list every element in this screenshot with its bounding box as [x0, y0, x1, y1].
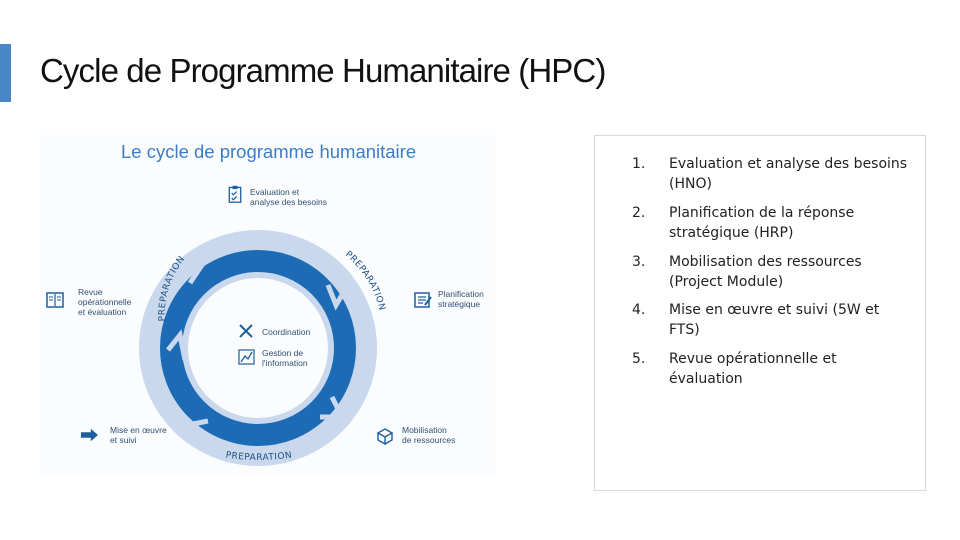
planning-document-icon: [414, 291, 432, 309]
list-item-number: 5.: [632, 351, 646, 367]
information-management-label: Gestion de l'information: [262, 348, 308, 368]
coordination-label: Coordination: [262, 327, 311, 337]
list-item-text: Revue opérationnelle et évaluation: [669, 351, 837, 387]
list-item-text: Mobilisation des ressources (Project Module): [669, 254, 862, 290]
clipboard-checklist-icon: [226, 185, 244, 203]
step-mobilisation-label: Mobilisation de ressources: [402, 425, 456, 445]
list-item-text: Mise en œuvre et suivi (5W et FTS): [669, 302, 880, 338]
list-item-number: 4.: [632, 302, 646, 318]
arrow-right-icon: [80, 426, 98, 444]
list-item-number: 1.: [632, 156, 646, 172]
title-accent-bar: [0, 44, 11, 102]
preparation-label-top: PREPARATION: [157, 254, 188, 322]
list-item-text: Planification de la réponse stratégique (HRP): [669, 205, 855, 241]
slide-title: Cycle de Programme Humanitaire (HPC): [40, 52, 606, 89]
step-review-label: Revue opérationnelle et évaluation: [78, 287, 132, 317]
list-item-text: Evaluation et analyse des besoins (HNO): [669, 156, 908, 192]
steps-list-panel: [594, 135, 926, 491]
hpc-cycle-figure: [40, 135, 495, 475]
step-evaluation-label: Evaluation et analyse des besoins: [250, 187, 328, 207]
step-planning-label: Planification stratégique: [438, 289, 484, 309]
figure-title: Le cycle de programme humanitaire: [121, 141, 417, 162]
boxes-icon: [376, 427, 394, 445]
preparation-label-bottom: PREPARATION: [224, 450, 293, 464]
list-item-number: 3.: [632, 254, 646, 270]
review-document-icon: [46, 291, 64, 309]
list-item-number: 2.: [632, 205, 646, 221]
step-implementation-label: Mise en œuvre et suivi: [110, 425, 167, 445]
preparation-label-right: PREPARATION: [343, 249, 387, 312]
